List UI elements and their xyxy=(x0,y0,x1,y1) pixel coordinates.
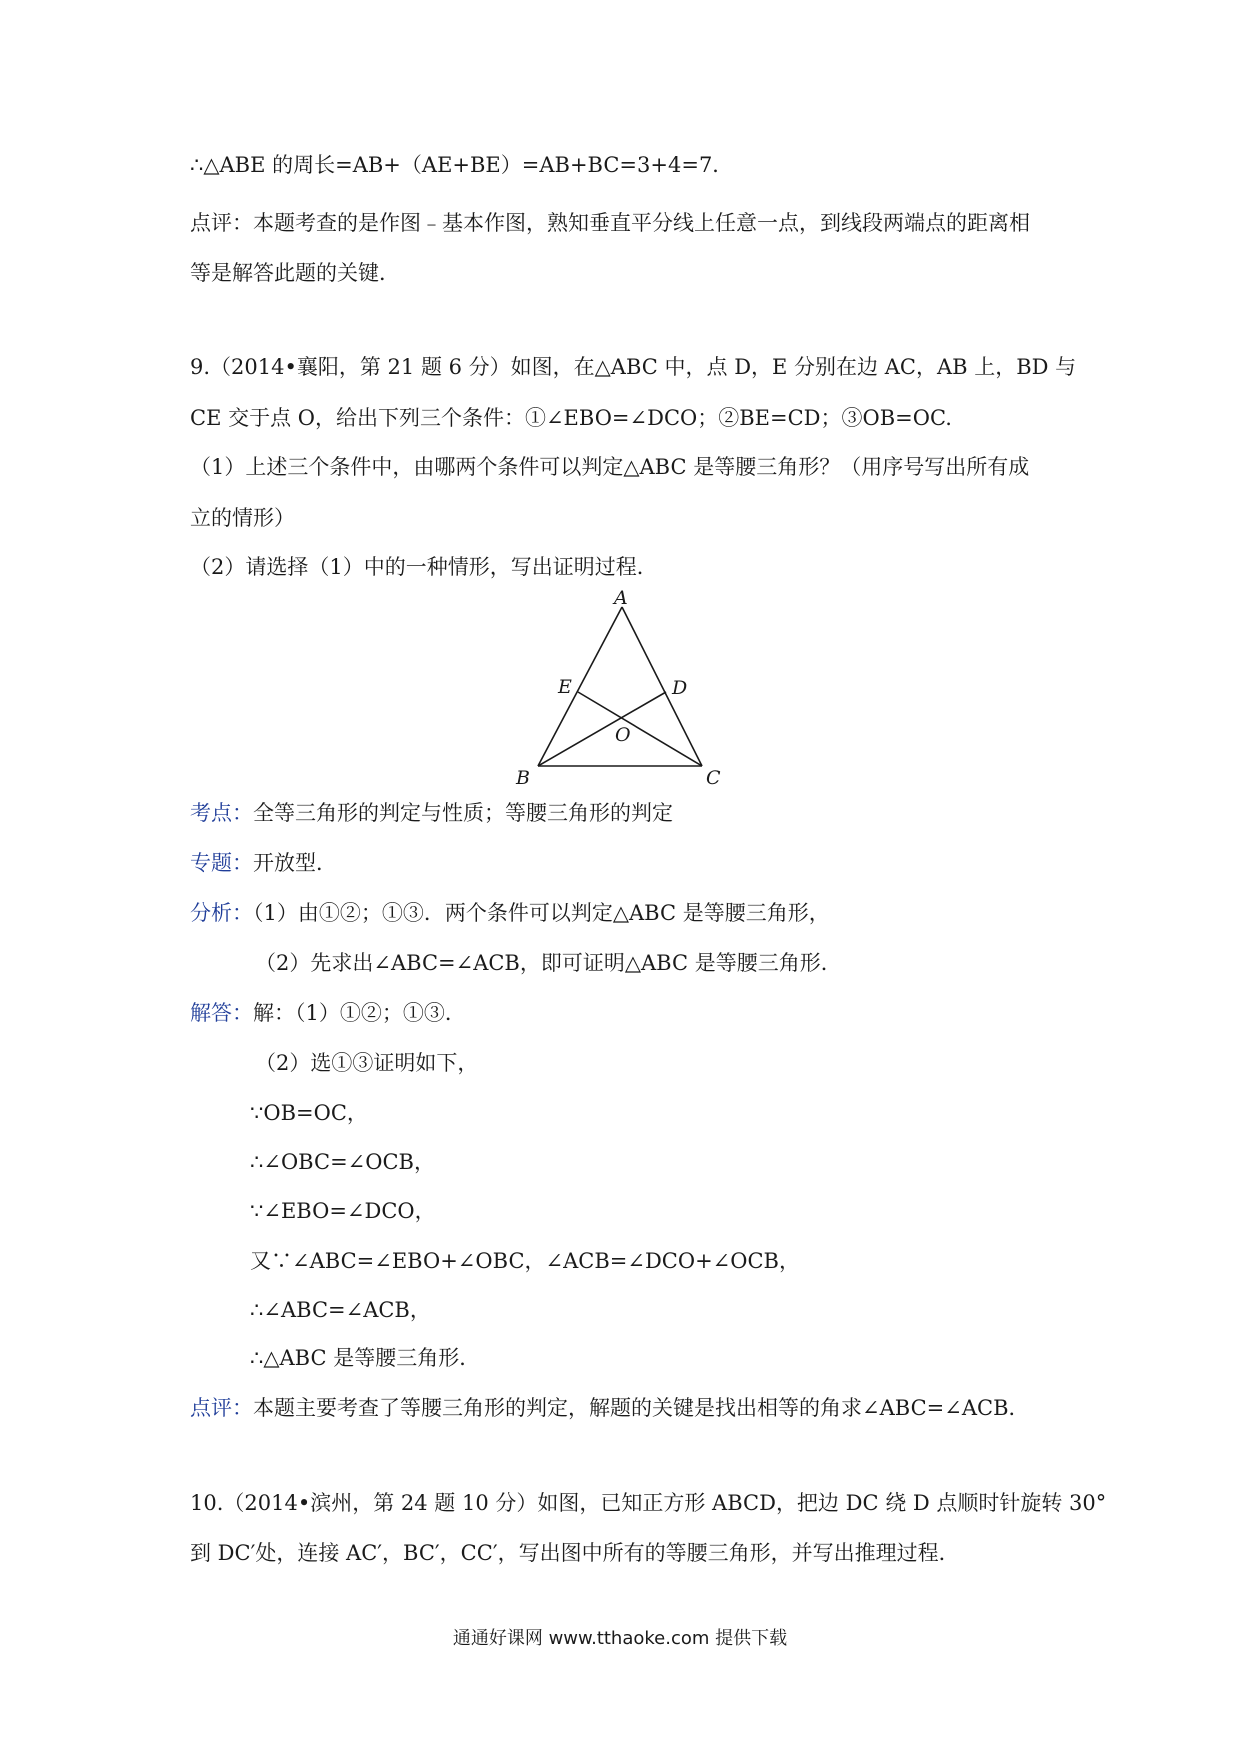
prev-comment-line1: 点评：本题考查的是作图﹣基本作图，熟知垂直平分线上任意一点，到线段两端点的距离相 xyxy=(190,211,1030,235)
jieda-step-5: 又∵∠ABC=∠EBO+∠OBC，∠ACB=∠DCO+∠OCB， xyxy=(250,1249,800,1273)
page-footer: 通通好课网 www.tthaoke.com 提供下载 xyxy=(452,1628,788,1649)
jieda-step-1: （2）选①③证明如下， xyxy=(255,1051,479,1075)
kaodian-label: 考点： xyxy=(190,801,253,825)
dianping-line xyxy=(190,1393,1030,1423)
label-e: E xyxy=(558,676,572,698)
zhuanti-text: 开放型． xyxy=(253,851,337,875)
zhuanti-line xyxy=(190,848,337,878)
fenxi-line1: 分析：（1）由①②；①③．两个条件可以判定△ABC 是等腰三角形， xyxy=(190,901,830,925)
problem10-stem-line1: 10.（2014•滨州，第 24 题 10 分）如图，已知正方形 ABCD，把边 DC 绕 D 点顺时针旋转 30° xyxy=(190,1491,1107,1515)
zhuanti-label: 专题： xyxy=(190,851,253,875)
label-d: D xyxy=(672,677,688,699)
problem9-q1-line2: 立的情形） xyxy=(190,506,295,530)
jieda-step-7: ∴△ABC 是等腰三角形． xyxy=(250,1346,481,1370)
problem9-stem-line2: CE 交于点 O，给出下列三个条件：①∠EBO=∠DCO；②BE=CD；③OB=OC. xyxy=(190,406,952,430)
jieda-label: 解答： xyxy=(190,1001,253,1025)
label-o: O xyxy=(615,724,631,746)
kaodian-line xyxy=(190,798,673,828)
label-a: A xyxy=(614,590,628,609)
dianping-label: 点评： xyxy=(190,1396,253,1420)
jieda-step-4: ∵∠EBO=∠DCO， xyxy=(250,1199,436,1223)
fenxi-label: 分析： xyxy=(190,901,253,925)
problem9-q2: （2）请选择（1）中的一种情形，写出证明过程． xyxy=(190,555,658,579)
jieda-line1: 解答：解：（1）①②；①③． xyxy=(190,1001,466,1025)
jieda-step-6: ∴∠ABC=∠ACB， xyxy=(250,1298,431,1322)
label-c: C xyxy=(706,767,721,789)
jieda-step-2: ∵OB=OC， xyxy=(250,1101,368,1125)
kaodian-text: 全等三角形的判定与性质；等腰三角形的判定 xyxy=(253,801,673,825)
prev-comment-label: 点评： xyxy=(190,211,253,235)
label-b: B xyxy=(516,767,530,789)
fenxi-line2: （2）先求出∠ABC=∠ACB，即可证明△ABC 是等腰三角形． xyxy=(255,951,842,975)
triangle-figure xyxy=(510,590,750,790)
prev-comment-line2: 等是解答此题的关键． xyxy=(190,261,400,285)
dianping-text: 本题主要考查了等腰三角形的判定，解题的关键是找出相等的角求∠ABC=∠ACB． xyxy=(253,1396,1030,1420)
prev-conclusion: ∴△ABE 的周长=AB+（AE+BE）=AB+BC=3+4=7． xyxy=(190,153,734,177)
problem10-stem-line2: 到 DC′处，连接 AC′，BC′，CC′，写出图中所有的等腰三角形，并写出推理过程． xyxy=(190,1541,960,1565)
jieda-step-3: ∴∠OBC=∠OCB， xyxy=(250,1150,435,1174)
problem9-stem-line1: 9.（2014•襄阳，第 21 题 6 分）如图，在△ABC 中，点 D，E 分别在边 AC，AB 上，BD 与 xyxy=(190,355,1077,379)
problem9-q1-line1: （1）上述三个条件中，由哪两个条件可以判定△ABC 是等腰三角形？（用序号写出所有成 xyxy=(190,455,1030,479)
